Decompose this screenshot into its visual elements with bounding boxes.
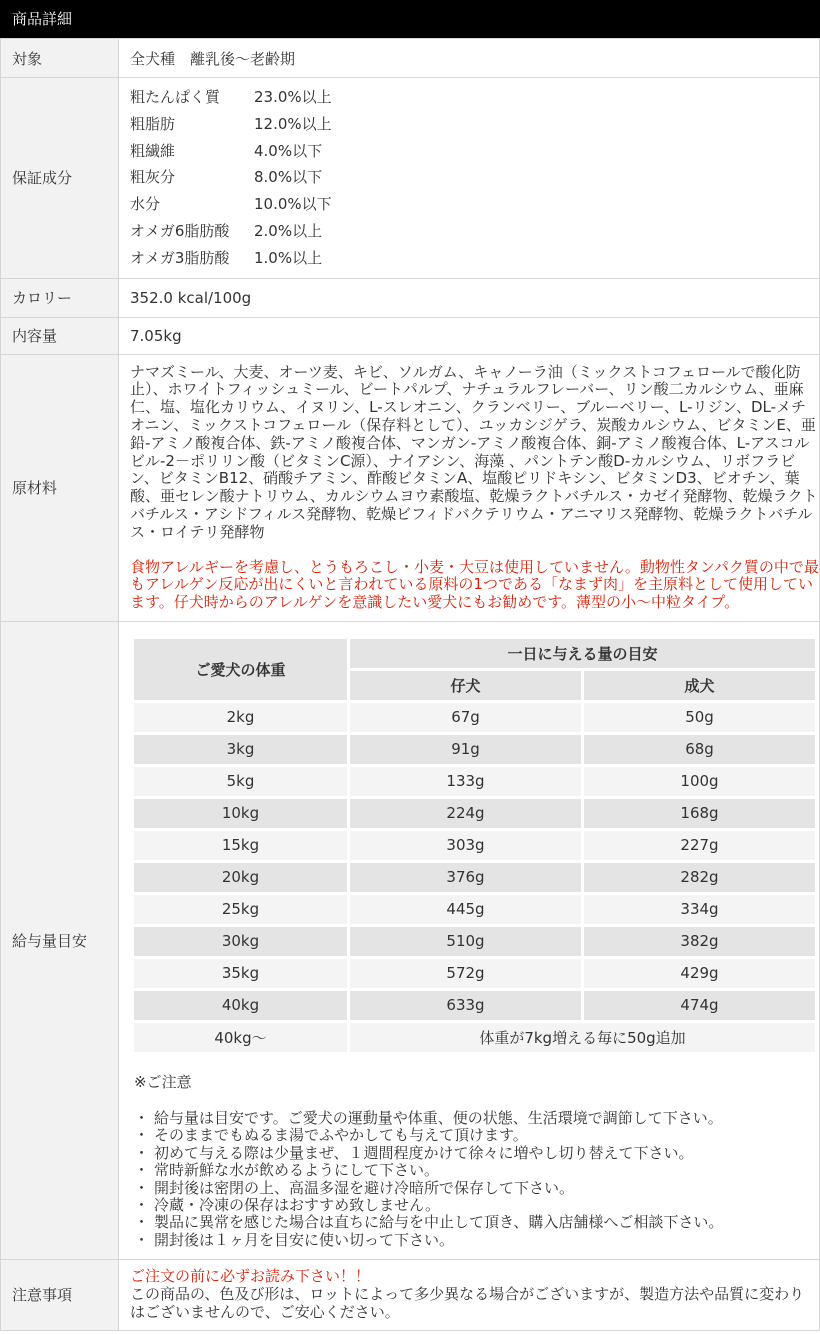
nutrient-value: 2.0%以上	[254, 221, 323, 240]
notice-text: この商品の、色及び形は、ロットによって多少異なる場合がございますが、製造方法や品質に変わりはございませんので、ご安心ください。	[130, 1284, 805, 1321]
weight-cell: 3kg	[134, 735, 347, 764]
puppy-cell: 445g	[350, 895, 581, 924]
weight-cell: 5kg	[134, 767, 347, 796]
table-row	[134, 927, 815, 956]
list-item	[134, 1214, 803, 1231]
puppy-cell: 633g	[350, 991, 581, 1020]
allergy-note: 食物アレルギーを考慮し、とうもろこし・小麦・大豆は使用していません。動物性タンパク質の中で最もアレルゲン反応が出にくいと言われている原料の1つである「なまず肉」を主原料として使用しています。仔犬時からのアレルゲンを意識したい愛犬にもお勧めです。薄型の小～中粒タイプ。	[130, 557, 819, 612]
puppy-cell: 133g	[350, 767, 581, 796]
adult-cell: 227g	[584, 831, 815, 860]
caution-text: 開封後は密閉の上、高温多湿を避け冷暗所で保存して下さい。	[154, 1178, 575, 1197]
guaranteed-item	[130, 111, 819, 138]
nutrient-name: オメガ6脂肪酸	[130, 221, 230, 240]
list-item	[134, 1180, 803, 1197]
spec-row-target	[1, 39, 820, 78]
weight-cell: 35kg	[134, 959, 347, 988]
weight-cell: 2kg	[134, 703, 347, 732]
adult-cell: 50g	[584, 703, 815, 732]
puppy-cell: 224g	[350, 799, 581, 828]
caution-title: ※ご注意	[134, 1072, 192, 1091]
caution-text: 製品に異常を感じた場合は直ちに給与を中止して頂き、購入店舗様へご相談下さい。	[154, 1213, 724, 1232]
puppy-cell: 91g	[350, 735, 581, 764]
spec-value: 7.05kg	[119, 317, 820, 354]
guaranteed-item	[130, 138, 819, 165]
list-item	[134, 1232, 803, 1249]
spec-row-ingredients	[1, 354, 820, 621]
weight-cell: 20kg	[134, 863, 347, 892]
weight-cell: 25kg	[134, 895, 347, 924]
feeding-col-weight: ご愛犬の体重	[134, 639, 347, 700]
nutrient-name: 粗脂肪	[130, 114, 176, 133]
guaranteed-list	[119, 78, 820, 279]
notice-cell	[119, 1260, 820, 1330]
spec-label: 対象	[1, 39, 119, 78]
section-title: 商品詳細	[12, 10, 73, 28]
table-row	[134, 1023, 815, 1052]
spec-row-calorie	[1, 278, 820, 317]
bullet-icon: ・	[134, 1126, 150, 1145]
puppy-cell: 376g	[350, 863, 581, 892]
nutrient-name: 粗たんぱく質	[130, 88, 221, 106]
caution-list	[134, 1110, 803, 1249]
feeding-cell	[119, 621, 820, 1259]
nutrient-name: 粗繊維	[130, 141, 176, 160]
nutrient-value: 12.0%以上	[254, 114, 332, 133]
bullet-icon: ・	[134, 1213, 150, 1232]
bullet-icon: ・	[134, 1178, 150, 1197]
adult-cell: 100g	[584, 767, 815, 796]
list-item	[134, 1145, 803, 1162]
spec-value: 352.0 kcal/100g	[119, 278, 820, 317]
section-header	[0, 0, 820, 38]
spec-row-notice	[1, 1260, 820, 1330]
table-row	[134, 799, 815, 828]
weight-cell: 40kg	[134, 991, 347, 1020]
table-row	[134, 735, 815, 764]
ingredients-cell	[119, 354, 820, 621]
spec-label: カロリー	[1, 278, 119, 317]
spec-label: 保証成分	[1, 78, 119, 279]
feeding-col-group: 一日に与える量の目安	[350, 639, 815, 668]
puppy-cell: 510g	[350, 927, 581, 956]
nutrient-value: 8.0%以下	[254, 168, 323, 187]
weight-cell: 15kg	[134, 831, 347, 860]
guaranteed-item	[130, 164, 819, 191]
list-item	[134, 1162, 803, 1179]
puppy-cell: 67g	[350, 703, 581, 732]
table-row	[134, 959, 815, 988]
spec-label: 給与量目安	[1, 621, 119, 1259]
feeding-table	[131, 636, 818, 1055]
adult-cell: 429g	[584, 959, 815, 988]
bullet-icon: ・	[134, 1195, 150, 1214]
puppy-cell: 572g	[350, 959, 581, 988]
feeding-col-adult: 成犬	[584, 671, 815, 700]
caution-text: 冷蔵・冷凍の保存はおすすめ致しません。	[154, 1195, 441, 1214]
weight-cell: 40kg～	[134, 1023, 347, 1052]
guaranteed-item	[130, 245, 819, 272]
ingredients-text: ナマズミール、大麦、オーツ麦、キビ、ソルガム、キャノーラ油（ミックストコフェロールで酸化防止）、ホワイトフィッシュミール、ビートパルプ、ナチュラルフレーバー、リン酸二カルシウム、亜麻仁、塩、塩化カリウム、イヌリン、L-スレオニン、クランベリー、ブルーベリー、L-リジン、DL-メチオニン、ミックストコフェロール（保存料として）、ユッカシジゲラ、炭酸カルシウム、ビタミンE、亜鉛-アミノ酸複合体、鉄-アミノ酸複合体、マンガン-アミノ酸複合体、銅-アミノ酸複合体、L-アスコルビル-2－ポリリン酸（ビタミンC源）、ナイアシン、海藻 、パントテン酸D-カルシウム、リボフラビン、ビタミンB12、硝酸チアミン、酢酸ビタミンA、塩酸ピリドキシン、ビタミンD3、ビオチン、葉酸、亜セレン酸ナトリウム、カルシウムヨウ素酸塩、乾燥ラクトバチルス・カゼイ発酵物、乾燥ラクトバチルス・アシドフィルス発酵物、乾燥ビフィドバクテリウム・アニマリス発酵物、乾燥ラクトバチルス・ロイテリ発酵物	[130, 362, 818, 541]
bullet-icon: ・	[134, 1143, 150, 1162]
table-row	[134, 863, 815, 892]
guaranteed-item	[130, 84, 819, 111]
spec-label: 原材料	[1, 354, 119, 621]
table-row	[134, 767, 815, 796]
caution-text: 開封後は１ヶ月を目安に使い切って下さい。	[154, 1230, 455, 1249]
caution-text: そのままでもぬるま湯でふやかしても与えて頂けます。	[154, 1126, 528, 1145]
guaranteed-item	[130, 191, 819, 218]
spec-row-guaranteed	[1, 78, 820, 279]
caution-text: 初めて与える際は少量まぜ、１週間程度かけて徐々に増やし切り替えて下さい。	[154, 1143, 694, 1162]
caution-text: 常時新鮮な水が飲めるようにして下さい。	[154, 1161, 440, 1180]
notice-warning: ご注文の前に必ずお読み下さい！！	[130, 1267, 371, 1286]
spec-label: 注意事項	[1, 1260, 119, 1330]
table-row	[134, 831, 815, 860]
list-item	[134, 1110, 803, 1127]
adult-cell: 282g	[584, 863, 815, 892]
guaranteed-item	[130, 218, 819, 245]
spec-label: 内容量	[1, 317, 119, 354]
adult-cell: 168g	[584, 799, 815, 828]
nutrient-value: 4.0%以下	[254, 141, 323, 160]
table-row	[134, 895, 815, 924]
caution-text: 給与量は目安です。ご愛犬の運動量や体重、便の状態、生活環境で調節して下さい。	[154, 1108, 723, 1127]
weight-cell: 30kg	[134, 927, 347, 956]
bullet-icon: ・	[134, 1230, 150, 1249]
list-item	[134, 1197, 803, 1214]
nutrient-value: 10.0%以下	[254, 195, 332, 214]
table-row	[134, 703, 815, 732]
spec-row-volume	[1, 317, 820, 354]
puppy-cell: 303g	[350, 831, 581, 860]
adult-cell: 68g	[584, 735, 815, 764]
bullet-icon: ・	[134, 1108, 150, 1127]
product-spec-table	[0, 38, 820, 1331]
table-row	[134, 991, 815, 1020]
weight-cell: 10kg	[134, 799, 347, 828]
nutrient-name: オメガ3脂肪酸	[130, 248, 230, 267]
adult-cell: 334g	[584, 895, 815, 924]
feeding-col-puppy: 仔犬	[350, 671, 581, 700]
spec-value: 全犬種 離乳後～老齢期	[119, 39, 820, 78]
extra-amount-note: 体重が7kg増える毎に50g追加	[350, 1023, 815, 1052]
adult-cell: 474g	[584, 991, 815, 1020]
nutrient-name: 粗灰分	[130, 168, 176, 187]
spec-row-feeding	[1, 621, 820, 1259]
nutrient-name: 水分	[130, 195, 161, 214]
list-item	[134, 1127, 803, 1144]
adult-cell: 382g	[584, 927, 815, 956]
nutrient-value: 23.0%以上	[254, 88, 332, 106]
nutrient-value: 1.0%以上	[254, 248, 323, 267]
bullet-icon: ・	[134, 1161, 150, 1180]
